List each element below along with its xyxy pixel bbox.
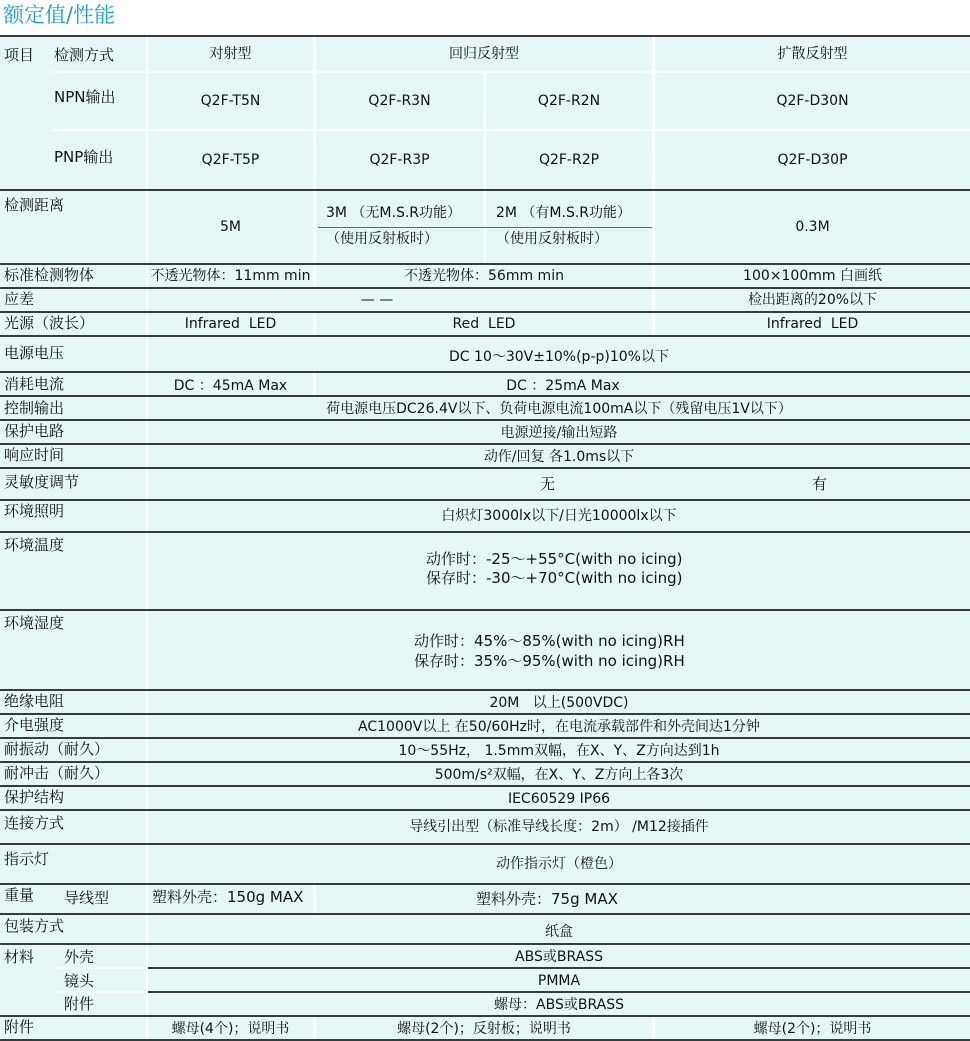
voltage-value: DC 10～30V±10%(p-p)10%以下 (148, 337, 970, 371)
row-response-label-cell: 响应时间 (0, 445, 146, 467)
weight-other: 塑料外壳：75g MAX (316, 885, 970, 913)
header-item-label: 项目 (4, 46, 35, 64)
row-light-label-cell: 光源（波长） (0, 313, 146, 335)
model-pnp-retro-r3: Q2F-R3P (316, 131, 483, 189)
header-col-retro: 回归反射型 (316, 37, 652, 71)
row-current-label-cell: 消耗电流 (0, 373, 146, 395)
hysteresis-through-retro: — — (148, 289, 652, 311)
page-title: 额定值/性能 (3, 3, 116, 27)
current-through: DC ：45mA Max (148, 373, 313, 395)
model-npn-diffuse: Q2F-D30N (655, 73, 970, 129)
row-hysteresis-label-cell: 应差 (0, 289, 146, 311)
weight-through: 塑料外壳：150g MAX (148, 885, 313, 913)
model-npn-through: Q2F-T5N (148, 73, 313, 129)
header-col-diffuse: 扩散反射型 (655, 37, 970, 71)
dielectric-value: AC1000V以上 在50/60Hz时，在电流承载部件和外壳间达1分钟 (148, 715, 970, 737)
model-npn-retro-r3: Q2F-R3N (316, 73, 483, 129)
object-diffuse: 100×100mm 白画纸 (655, 265, 970, 287)
row-temperature-label-cell: 环境温度 (0, 533, 146, 609)
temperature-value: 动作时：-25～+55°C(with no icing) 保存时：-30～+70°C(with no icing) (148, 533, 970, 609)
model-pnp-diffuse: Q2F-D30P (655, 131, 970, 189)
spec-table (0, 37, 970, 1041)
model-pnp-through: Q2F-T5P (148, 131, 313, 189)
row-structure-label-cell: 保护结构 (0, 787, 146, 809)
shock-value: 500m/s²双幅，在X、Y、Z方向上各3次 (148, 763, 970, 785)
material-accessory: 螺母：ABS或BRASS (148, 993, 970, 1015)
row-package-label-cell: 包装方式 (0, 915, 146, 943)
header-pnp-label: PNP输出 (54, 148, 114, 166)
row-object-label-cell: 标准检测物体 (0, 265, 146, 287)
row-protect-label-cell: 保护电路 (0, 421, 146, 443)
row-dielectric-label-cell: 介电强度 (0, 715, 146, 737)
sensitivity-value: 无 有 (148, 469, 970, 499)
row-voltage-label-cell: 电源电压 (0, 337, 146, 371)
accessory-through: 螺母(4个)；说明书 (148, 1017, 313, 1039)
row-material-label-cell: 材料 外壳 镜头 附件 (0, 945, 146, 1015)
row-insulation-label-cell: 绝缘电阻 (0, 691, 146, 713)
humidity-value: 动作时：45%～85%(with no icing)RH 保存时：35%～95%(with no icing)RH (148, 611, 970, 689)
object-retro: 不透光物体：56mm min (316, 265, 652, 287)
current-other: DC ：25mA Max (316, 373, 970, 395)
row-accessory-label-cell: 附件 (0, 1017, 146, 1039)
ambient-value: 白炽灯3000lx以下/日光10000lx以下 (148, 501, 970, 531)
light-diffuse: Infrared LED (655, 313, 970, 335)
row-vibration-label-cell: 耐振动（耐久） (0, 739, 146, 761)
row-shock-label-cell: 耐冲击（耐久） (0, 763, 146, 785)
vibration-value: 10～55Hz， 1.5mm双幅，在X、Y、Z方向达到1h (148, 739, 970, 761)
distance-retro-r2: 2M （有M.S.R功能） （使用反射板时） (486, 191, 652, 263)
material-case: ABS或BRASS (148, 945, 970, 967)
hysteresis-diffuse: 检出距离的20%以下 (655, 289, 970, 311)
row-indicator-label-cell: 指示灯 (0, 845, 146, 883)
control-value: 荷电源电压DC26.4V以下、负荷电源电流100mA以下（残留电压1V以下） (148, 397, 970, 419)
insulation-value: 20M 以上(500VDC) (148, 691, 970, 713)
row-weight-label-cell: 重量 导线型 (0, 885, 146, 913)
model-npn-retro-r2: Q2F-R2N (486, 73, 652, 129)
model-pnp-retro-r2: Q2F-R2P (486, 131, 652, 189)
package-value: 纸盒 (148, 915, 970, 943)
distance-retro-r3: 3M （无M.S.R功能） （使用反射板时） (316, 191, 483, 263)
protect-value: 电源逆接/输出短路 (148, 421, 970, 443)
light-retro: Red LED (316, 313, 652, 335)
row-humidity-label-cell: 环境湿度 (0, 611, 146, 689)
indicator-value: 动作指示灯（橙色） (148, 845, 970, 883)
row-ambient-label-cell: 环境照明 (0, 501, 146, 531)
connection-value: 导线引出型（标准导线长度：2m） /M12接插件 (148, 811, 970, 843)
accessory-diffuse: 螺母(2个)；说明书 (655, 1017, 970, 1039)
object-through: 不透光物体：11mm min (148, 265, 313, 287)
row-connection-label-cell: 连接方式 (0, 811, 146, 843)
row-control-label-cell: 控制输出 (0, 397, 146, 419)
response-value: 动作/回复 各1.0ms以下 (148, 445, 970, 467)
structure-value: IEC60529 IP66 (148, 787, 970, 809)
row-distance-label-cell: 检测距离 (0, 191, 146, 263)
distance-through: 5M (148, 191, 313, 263)
row-sensitivity-label-cell: 灵敏度调节 (0, 469, 146, 499)
header-col-through-beam: 对射型 (148, 37, 313, 71)
header-method-label: 检测方式 (54, 46, 115, 64)
distance-diffuse: 0.3M (655, 191, 970, 263)
accessory-retro: 螺母(2个)；反射板；说明书 (316, 1017, 652, 1039)
material-lens: PMMA (148, 969, 970, 991)
light-through: Infrared LED (148, 313, 313, 335)
header-npn-label: NPN输出 (54, 88, 116, 106)
